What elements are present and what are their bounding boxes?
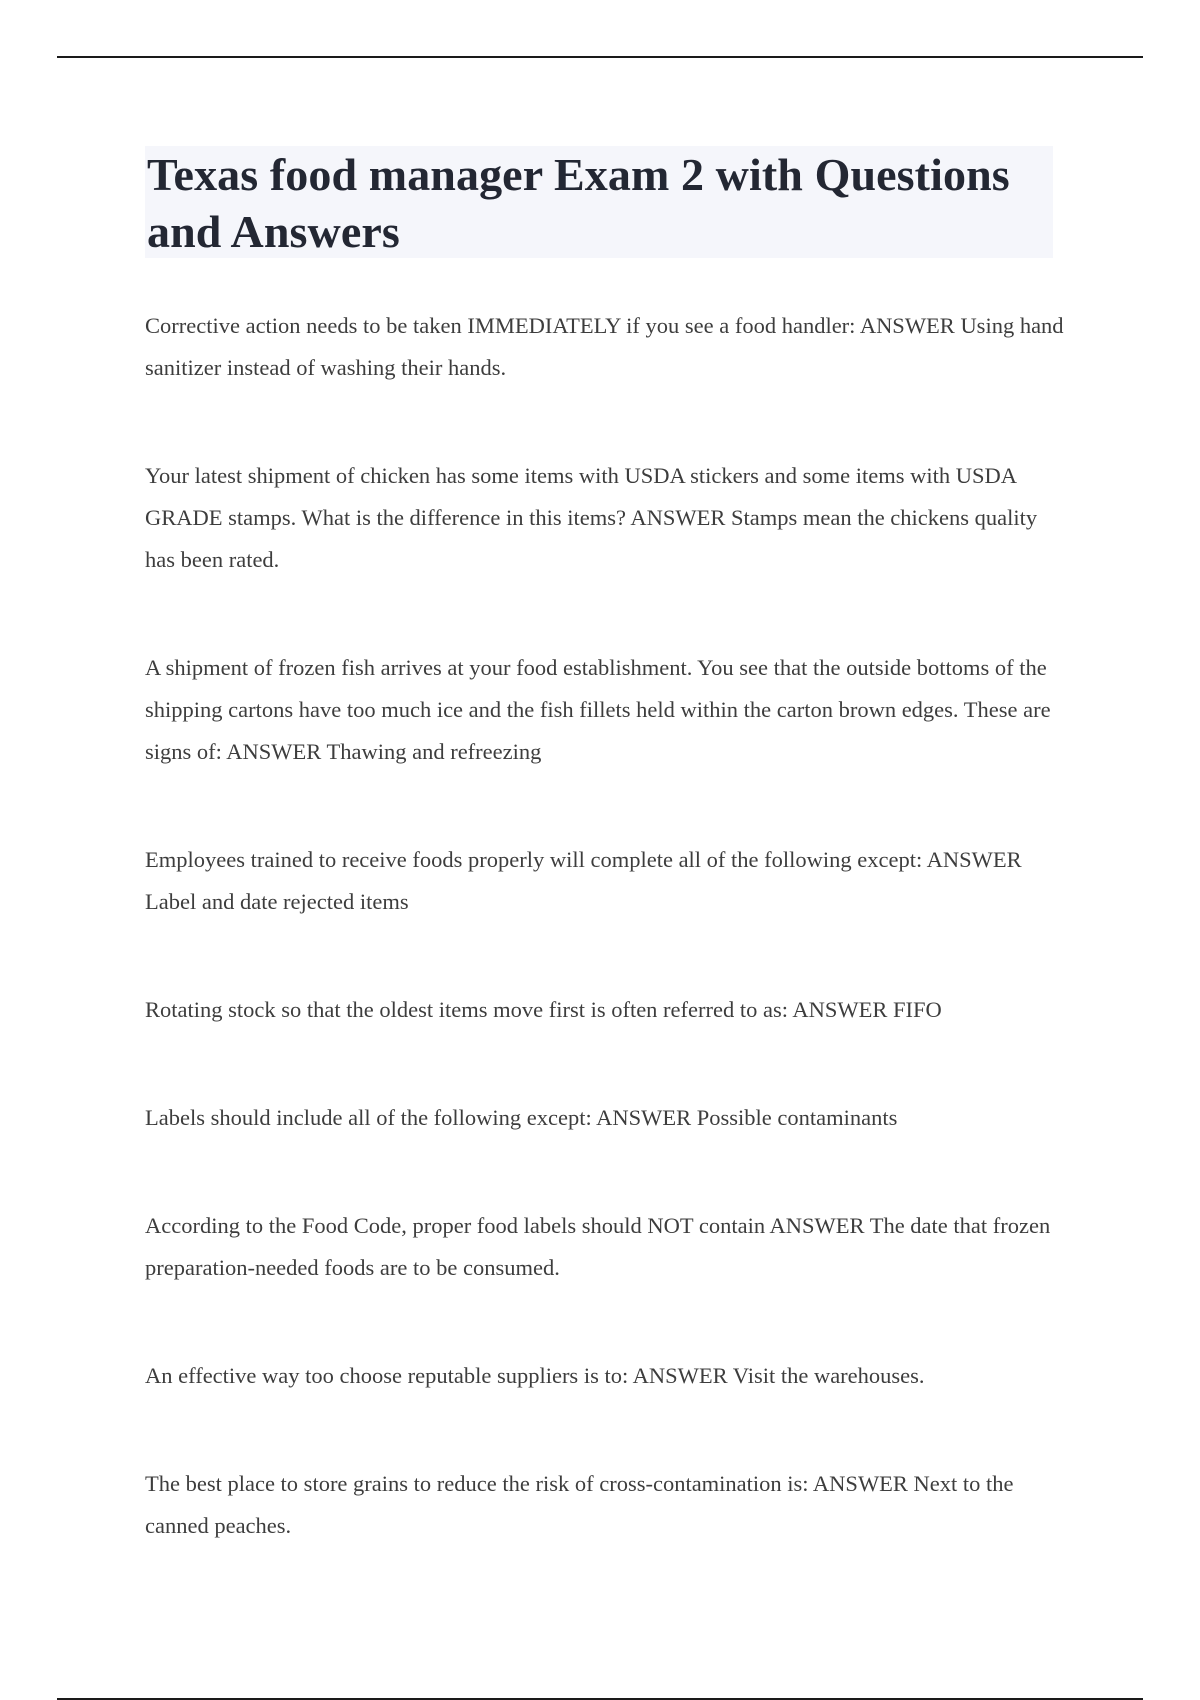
qa-item-1: Corrective action needs to be taken IMMEDIATELY if you see a food handler: ANSWER Using hand sanitizer instead of washing their hands. <box>145 313 1064 380</box>
top-rule <box>57 56 1143 58</box>
qa-item-8: An effective way too choose reputable suppliers is to: ANSWER Visit the warehouses. <box>145 1363 925 1388</box>
qa-item-3: A shipment of frozen fish arrives at your food establishment. You see that the outside bottoms of the shipping cartons have too much ice and the fish fillets held within the carton brown edges. These are signs of: ANSWER Thawing and refreezing <box>145 655 1051 764</box>
qa-item-9: The best place to store grains to reduce the risk of cross-contamination is: ANSWER Next to the canned peaches. <box>145 1471 1014 1538</box>
qa-item-4: Employees trained to receive foods properly will complete all of the following except: ANSWER Label and date rejected items <box>145 847 1022 914</box>
qa-item-2: Your latest shipment of chicken has some items with USDA stickers and some items with USDA GRADE stamps. What is the difference in this items? ANSWER Stamps mean the chickens quality has been rated. <box>145 463 1038 572</box>
page-title: Texas food manager Exam 2 with Questions and Answers <box>147 149 1010 257</box>
qa-item-6: Labels should include all of the following except: ANSWER Possible contaminants <box>145 1105 898 1130</box>
title-block <box>145 146 1053 258</box>
qa-item-5: Rotating stock so that the oldest items move first is often referred to as: ANSWER FIFO <box>145 997 942 1022</box>
qa-list <box>145 305 1065 1547</box>
qa-item-7: According to the Food Code, proper food labels should NOT contain ANSWER The date that frozen preparation-needed foods are to be consumed. <box>145 1213 1051 1280</box>
